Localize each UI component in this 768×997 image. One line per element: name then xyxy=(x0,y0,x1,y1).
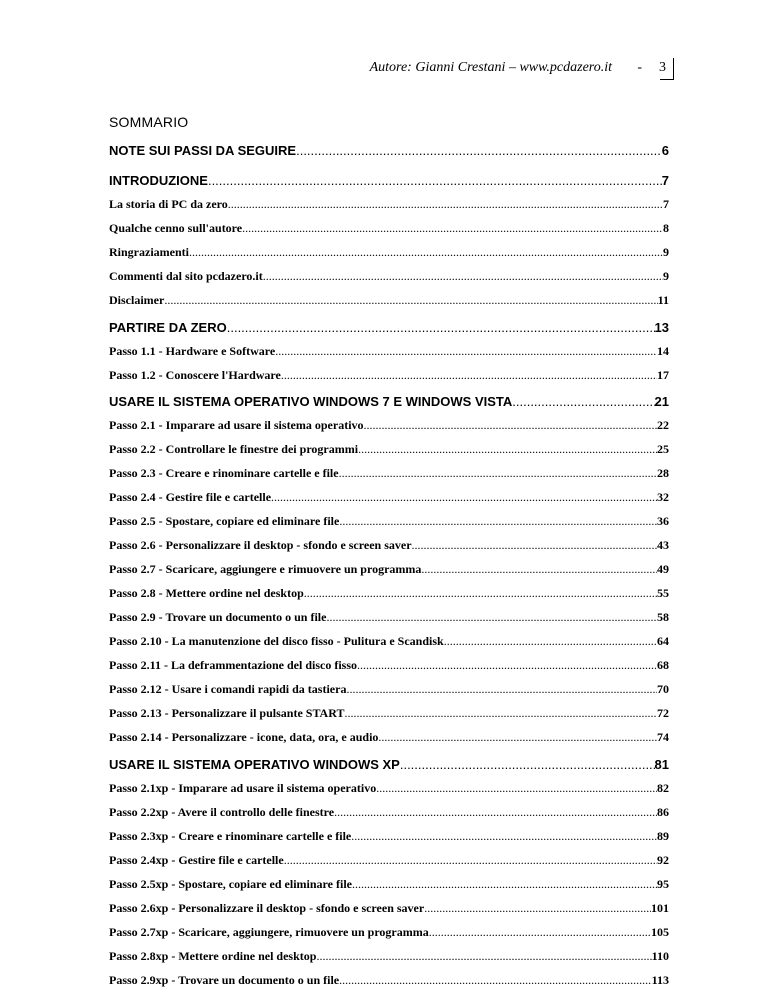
toc-page-number: 14 xyxy=(657,343,669,358)
toc-entry[interactable] xyxy=(109,269,669,284)
toc-entry[interactable] xyxy=(109,293,669,308)
toc-chapter[interactable] xyxy=(109,757,669,775)
toc-entry[interactable] xyxy=(109,514,669,529)
toc-entry[interactable] xyxy=(109,466,669,481)
toc-entry[interactable] xyxy=(109,706,669,721)
toc-leader-dots xyxy=(339,514,657,529)
toc-leader-dots xyxy=(376,781,657,796)
toc-leader-dots xyxy=(227,320,655,335)
header-dash: - xyxy=(637,60,642,75)
toc-leader-dots xyxy=(339,466,657,481)
toc-page-number: 74 xyxy=(657,730,669,744)
toc-entry[interactable] xyxy=(109,658,669,673)
toc-entry[interactable] xyxy=(109,877,669,892)
toc-entry[interactable] xyxy=(109,245,669,260)
toc-title: Passo 2.7xp - Scaricare, aggiungere, rimuovere un programma xyxy=(109,924,429,939)
toc-entry[interactable] xyxy=(109,925,669,940)
toc-entry[interactable] xyxy=(109,562,669,577)
toc-page-number: 7 xyxy=(663,197,669,211)
toc-title: Passo 2.1xp - Imparare ad usare il sistema operativo xyxy=(109,780,377,795)
toc-title: Passo 2.7 - Scaricare, aggiungere e rimuovere un programma xyxy=(109,562,422,576)
toc-page-number: 81 xyxy=(654,756,669,772)
toc-chapter[interactable] xyxy=(109,143,669,161)
toc-entry[interactable] xyxy=(109,682,669,697)
toc-entry[interactable] xyxy=(109,538,669,553)
toc-title: Passo 2.14 - Personalizzare - icone, data, ora, e audio xyxy=(109,730,379,744)
toc-page-number: 43 xyxy=(657,538,669,552)
toc-page-number: 11 xyxy=(657,293,669,307)
toc-entry[interactable] xyxy=(109,634,669,649)
toc-entry[interactable] xyxy=(109,901,669,916)
toc-entry[interactable] xyxy=(109,610,669,625)
toc-page-number: 36 xyxy=(657,514,669,528)
toc-title: Passo 2.8xp - Mettere ordine nel desktop xyxy=(109,948,317,963)
toc-title: Passo 2.11 - La deframmentazione del disco fisso xyxy=(109,658,357,672)
toc-entry[interactable] xyxy=(109,344,669,359)
toc-title: Passo 2.6 - Personalizzare il desktop - sfondo e screen saver xyxy=(109,538,412,552)
toc-leader-dots xyxy=(304,586,657,601)
toc-title: Passo 2.6xp - Personalizzare il desktop - sfondo e screen saver xyxy=(109,900,425,915)
toc-leader-dots xyxy=(512,394,654,409)
toc-title: Passo 2.5 - Spostare, copiare ed eliminare file xyxy=(109,514,340,528)
toc-leader-dots xyxy=(284,853,657,868)
toc-leader-dots xyxy=(339,973,652,988)
toc-page-number: 86 xyxy=(657,804,669,819)
toc-title: Passo 2.3 - Creare e rinominare cartelle e file xyxy=(109,466,339,480)
toc-entry[interactable] xyxy=(109,973,669,988)
toc-page-number: 22 xyxy=(657,418,669,432)
toc-page-number: 9 xyxy=(663,269,669,283)
toc-chapter[interactable] xyxy=(109,394,669,412)
header-rule-horizontal xyxy=(660,79,674,80)
toc-page-number: 21 xyxy=(654,394,669,409)
toc-page-number: 32 xyxy=(657,490,669,504)
toc-page-number: 28 xyxy=(657,466,669,480)
toc-entry[interactable] xyxy=(109,781,669,796)
toc-page-number: 72 xyxy=(657,706,669,720)
toc-leader-dots xyxy=(271,490,657,505)
toc-entry[interactable] xyxy=(109,730,669,745)
toc-title: USARE IL SISTEMA OPERATIVO WINDOWS 7 E WINDOWS VISTA xyxy=(109,394,513,409)
toc-leader-dots xyxy=(281,368,657,383)
toc-leader-dots xyxy=(189,245,663,260)
toc-leader-dots xyxy=(429,925,651,940)
toc-page-number: 70 xyxy=(657,682,669,696)
toc-entry[interactable] xyxy=(109,805,669,820)
toc-title: Passo 2.10 - La manutenzione del disco fisso - Pulitura e Scandisk xyxy=(109,634,444,648)
toc-title: PARTIRE DA ZERO xyxy=(109,319,227,335)
toc-entry[interactable] xyxy=(109,418,669,433)
toc-leader-dots xyxy=(358,442,657,457)
toc-entry[interactable] xyxy=(109,949,669,964)
toc-page-number: 17 xyxy=(657,367,669,382)
toc-title: Passo 2.13 - Personalizzare il pulsante START xyxy=(109,706,345,720)
toc-page-number: 7 xyxy=(661,173,669,188)
toc-title: Passo 2.4 - Gestire file e cartelle xyxy=(109,490,272,504)
toc-leader-dots xyxy=(326,610,657,625)
toc-page-number: 101 xyxy=(651,900,669,915)
toc-title: INTRODUZIONE xyxy=(109,173,208,188)
toc-leader-dots xyxy=(316,949,651,964)
toc-page-number: 105 xyxy=(651,924,669,939)
table-of-contents xyxy=(109,143,669,997)
toc-leader-dots xyxy=(444,634,657,649)
toc-entry[interactable] xyxy=(109,221,669,236)
toc-page-number: 68 xyxy=(657,658,669,672)
toc-title: Passo 2.8 - Mettere ordine nel desktop xyxy=(109,586,304,600)
toc-leader-dots xyxy=(357,658,657,673)
toc-page-number: 8 xyxy=(663,221,669,235)
toc-title: Passo 2.12 - Usare i comandi rapidi da tastiera xyxy=(109,682,347,696)
toc-leader-dots xyxy=(412,538,657,553)
toc-entry[interactable] xyxy=(109,442,669,457)
toc-page-number: 6 xyxy=(661,143,669,158)
toc-leader-dots xyxy=(275,344,657,359)
toc-chapter[interactable] xyxy=(109,173,669,191)
toc-title: Passo 2.3xp - Creare e rinominare cartelle e file xyxy=(109,828,352,843)
toc-page-number: 13 xyxy=(654,319,669,335)
toc-leader-dots xyxy=(344,706,657,721)
toc-entry[interactable] xyxy=(109,829,669,844)
toc-leader-dots xyxy=(364,418,657,433)
toc-entry[interactable] xyxy=(109,586,669,601)
toc-page-number: 49 xyxy=(657,562,669,576)
toc-title: Ringraziamenti xyxy=(109,245,189,259)
toc-leader-dots xyxy=(400,757,655,772)
toc-entry[interactable] xyxy=(109,368,669,383)
toc-title: Passo 2.2xp - Avere il controllo delle finestre xyxy=(109,804,335,819)
toc-title: La storia di PC da zero xyxy=(109,197,228,211)
toc-page-number: 92 xyxy=(657,852,669,867)
toc-leader-dots xyxy=(263,269,663,284)
toc-page-number: 9 xyxy=(663,245,669,259)
toc-title: Passo 2.9xp - Trovare un documento o un file xyxy=(109,972,340,987)
toc-leader-dots xyxy=(228,197,663,212)
toc-leader-dots xyxy=(352,877,657,892)
toc-leader-dots xyxy=(346,682,657,697)
toc-leader-dots xyxy=(296,143,662,158)
toc-page-number: 95 xyxy=(657,876,669,891)
summary-title: SOMMARIO xyxy=(109,114,189,130)
toc-leader-dots xyxy=(334,805,657,820)
toc-entry[interactable] xyxy=(109,853,669,868)
toc-page-number: 55 xyxy=(657,586,669,600)
header-author: Autore: Gianni Crestani – www.pcdazero.it xyxy=(369,60,612,75)
toc-title: USARE IL SISTEMA OPERATIVO WINDOWS XP xyxy=(109,756,400,772)
toc-entry[interactable] xyxy=(109,197,669,212)
toc-title: Passo 1.1 - Hardware e Software xyxy=(109,343,276,358)
toc-page-number: 113 xyxy=(651,972,669,987)
toc-title: Passo 2.9 - Trovare un documento o un file xyxy=(109,610,327,624)
toc-leader-dots xyxy=(208,173,662,188)
toc-leader-dots xyxy=(164,293,657,308)
toc-leader-dots xyxy=(242,221,663,236)
toc-leader-dots xyxy=(351,829,657,844)
toc-page-number: 89 xyxy=(657,828,669,843)
toc-entry[interactable] xyxy=(109,490,669,505)
toc-leader-dots xyxy=(424,901,651,916)
page-header xyxy=(330,58,674,80)
header-rule-vertical xyxy=(673,58,674,79)
header-page-number: 3 xyxy=(659,60,666,75)
toc-title: Passo 1.2 - Conoscere l'Hardware xyxy=(109,367,281,382)
toc-title: Commenti dal sito pcdazero.it xyxy=(109,269,263,283)
toc-page-number: 64 xyxy=(657,634,669,648)
toc-chapter[interactable] xyxy=(109,320,669,338)
toc-leader-dots xyxy=(421,562,657,577)
toc-page-number: 110 xyxy=(651,948,669,963)
toc-title: Passo 2.4xp - Gestire file e cartelle xyxy=(109,852,284,867)
toc-title: NOTE SUI PASSI DA SEGUIRE xyxy=(109,143,297,158)
toc-title: Passo 2.5xp - Spostare, copiare ed eliminare file xyxy=(109,876,352,891)
toc-page-number: 25 xyxy=(657,442,669,456)
toc-title: Passo 2.1 - Imparare ad usare il sistema operativo xyxy=(109,418,364,432)
toc-page-number: 82 xyxy=(657,780,669,795)
toc-title: Passo 2.2 - Controllare le finestre dei programmi xyxy=(109,442,359,456)
toc-page-number: 58 xyxy=(657,610,669,624)
toc-title: Qualche cenno sull'autore xyxy=(109,221,243,235)
toc-title: Disclaimer xyxy=(109,293,165,307)
toc-leader-dots xyxy=(378,730,657,745)
